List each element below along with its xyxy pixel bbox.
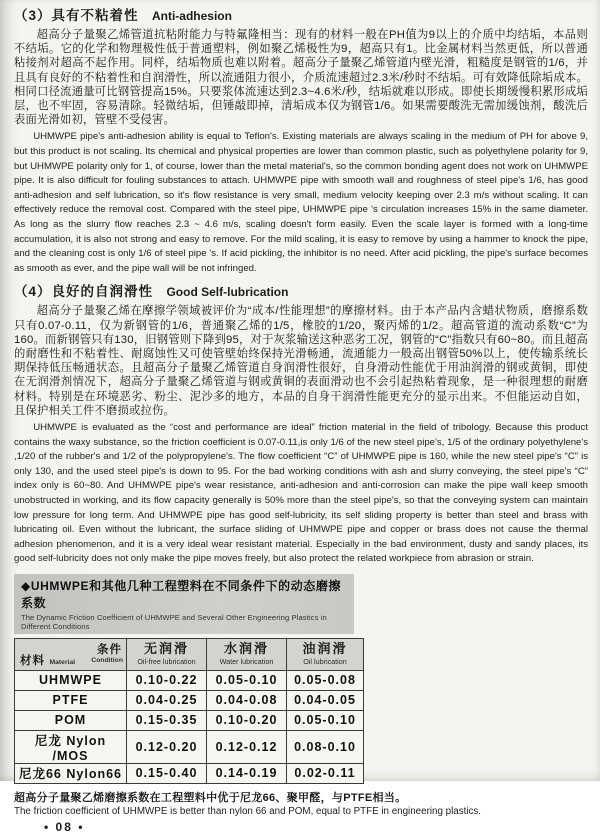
- friction-table: [14, 638, 364, 784]
- friction-table-header-row: [15, 638, 364, 670]
- table-row: [15, 690, 364, 710]
- value-cell: 0.04-0.08: [207, 690, 287, 710]
- section3-body-english: UHMWPE pipe's anti-adhesion ability is equal to Teflon's. Existing materials are always scaling in the medium of PH for above 9, but this product is not scaling. Its chemical and physical properties are lower than common plastic, such as polyethylene polarity for 9, but UHMWPE polarity only for 1, of course, lower than the metal material's, so the common bonding agent does not work on UHMWPE pipe. It is also difficult for fouling substances to attach. UHMWPE pipe with smooth wall and roughness of steel pipe's 1/6, has good anti-adhesion and self lubrication, so it's flow resistance is very small, medium velocity keeping over 2.3 m/s without scaling. It can effectively reduce the removal cost. Compared with the steel pipe, UHMWPE pipe 's circulation increases 15% in the same diameter. As long as the slurry flow reaches 2.3 ~ 4.6 m/s, scaling doesn't form easily. Even the scale layer is formed with a long-time accumulation, it is also not strong and easy to remove. For the mild scaling, it is easy to remove by using a hammer to knock the pipe, and the cleaning cost is only 1/6 of steel pipe 's. If acid pickling, the inhibitor is no need. After acid pickling, the pipe's surface becomes as smooth as ever, and the pipe wall will be not infringed.: [14, 131, 588, 274]
- corner-material-en: Material: [49, 658, 76, 666]
- value-cell: 0.12-0.12: [207, 730, 287, 763]
- table-row: [15, 730, 364, 763]
- section3-heading: [14, 7, 588, 25]
- table-row: [15, 670, 364, 690]
- section4-heading: [14, 283, 588, 301]
- friction-table-title-cn: ◆UHMWPE和其他几种工程塑料在不同条件下的动态磨擦系数: [21, 578, 342, 610]
- value-cell: 0.10-0.20: [207, 710, 287, 730]
- value-cell: 0.10-0.22: [127, 670, 207, 690]
- table-corner-cell: [15, 638, 127, 670]
- section3-heading-cn: （3）具有不粘着性: [14, 8, 139, 23]
- material-cell: 尼龙66 Nylon66: [15, 763, 127, 783]
- corner-material-cn: 材料: [20, 654, 45, 667]
- value-cell: 0.02-0.11: [287, 763, 364, 783]
- value-cell: 0.04-0.25: [127, 690, 207, 710]
- value-cell: 0.15-0.35: [127, 710, 207, 730]
- value-cell: 0.05-0.10: [287, 710, 364, 730]
- column-header-water: 水润滑 Water lubrication: [207, 638, 287, 670]
- table-row: [15, 763, 364, 783]
- table-row: [15, 710, 364, 730]
- section4-body-english: UHMWPE is evaluated as the “cost and performance are ideal” friction material in the field of tribology. Because this product contains the waxy substance, so the friction coefficient is 0.07-0.11,is only 1/6 of the new steel pipe's, 1/5 of the ordinary polyethylene's ,1/20 of the rubber's and 1/2 of the polypropylene's. The flow coefficient “C” of UHMWPE pipe is 160, while the new steel pipe's “C” is only 130, and the used steel pipe's is down to 95. For the bad working conditions with ash and slurry conveying, the steel pipe's “C” index only is 60~80. And UHMWPE pipe's wear resistance, anti-adhesion and anti-corrosion can make the pipe wall keep smooth unobstructed in working, and its flow capacity generally is 50% more than the steel pipe's, so that the conveying system can maintain low pressure for long term. And UHMWPE pipe has good self-lubricity, its self sliding property is better than steel and brass with lubricating oil. Even without the lubricant, the surface sliding of UHMWPE pipe and copper or brass does not cause the thermal adhesion phenomenon, and it is a very ideal wear resistant material. Especially in the bad environment, dusty and sandy places, its good self-lubricity does not only make the pipe moves freely, but also protect the related workpiece from abrasion or strain.: [14, 421, 588, 565]
- table-note-cn: 超高分子量聚乙烯磨擦系数在工程塑料中优于尼龙66、聚甲醛，与PTFE相当。: [14, 791, 407, 804]
- value-cell: 0.14-0.19: [207, 763, 287, 783]
- corner-condition-cn: 条件: [97, 643, 122, 656]
- section3-heading-en: Anti-adhesion: [151, 9, 232, 23]
- section4-body-chinese: 超高分子量聚乙烯在摩擦学领域被评价为“成本/性能理想”的摩擦材料。由于本产品内含蜡状物质，磨擦系数只有0.07-0.11，仅为新钢管的1/6，普通聚乙烯的1/5，橡胶的1/20，聚丙烯的1/2。超高管道的流动系数“C”为160。而新钢管只有130，旧钢管则下降到95，对于灰浆输送这种恶劣工况，钢管的“C”指数只有60~80。而且超高的耐磨性和不粘着性、耐腐蚀性又可使管壁始终保持光滑畅通，流通能力一般高出钢管50%以上，使传输系统长期保持低压畅通状态。且超高分子量聚乙烯管道自身润滑性很好，自身滑动性能优于用油润滑的钢或黄铜，即使在无润滑剂情况下，超高分子量聚乙烯管道与钢或黄铜的表面滑动也不会引起热粘着现象，是一种很理想的耐磨材料。特别是在环境恶劣、粉尘、泥沙多的地方，本品的自身干润滑性能更充分的显示出来。不但能运动自如，且保护相关工件不磨损或拉伤。: [14, 305, 588, 417]
- value-cell: 0.08-0.10: [287, 730, 364, 763]
- friction-table-title-en: The Dynamic Friction Coefficient of UHMWPE and Several Other Engineering Plastics in Different Conditions: [21, 612, 327, 631]
- section3-body-chinese: 超高分子量聚乙烯管道抗粘附能力与特氟隆相当：现有的材料一般在PH值为9以上的介质中均结垢，本品则不结垢。它的化学和物理极性低于普通塑料，例如聚乙烯极性为9，超高只有1。比金属材料当然更低，所以普通粘接剂对超高不起作用。同样，结垢物质也难以附着。超高分子量聚乙烯管道内壁光滑，粗糙度是钢管的1/6，并且具有良好的不粘着性和自润滑性，所以流通阻力很小，介质流速超过2.3米/秒时不结垢。可有效降低除垢成本。相同口径流通量可比钢管提高15%。只要浆体流速达到2.3~4.6米/秒，结垢就难以形成。即使长期缓慢积累形成垢层，也不牢固，容易清除。轻微结垢，但锤敲即掉，清垢成本仅为钢管1/6。如果需要酸洗无需加缓蚀剂，酸洗后表面光滑如初，管壁不受侵害。: [14, 29, 588, 127]
- friction-table-title: [14, 574, 354, 634]
- page-number: • 08 •: [44, 819, 85, 834]
- column-header-oil: 油润滑 Oil lubrication: [287, 638, 364, 670]
- value-cell: 0.04-0.05: [287, 690, 364, 710]
- corner-condition-en: Condition: [91, 656, 123, 664]
- section4-heading-cn: （4）良好的自润滑性: [14, 284, 154, 300]
- material-cell: 尼龙 Nylon /MOS: [15, 730, 127, 763]
- value-cell: 0.15-0.40: [127, 763, 207, 783]
- value-cell: 0.12-0.20: [127, 730, 207, 763]
- table-note-en: The friction coefficient of UHMWPE is better than nylon 66 and POM, equal to PTFE in engineering plastics.: [14, 805, 482, 817]
- value-cell: 0.05-0.10: [207, 670, 287, 690]
- section4-heading-en: Good Self-lubrication: [166, 285, 289, 300]
- material-cell: POM: [15, 710, 127, 730]
- value-cell: 0.05-0.08: [287, 670, 364, 690]
- corner-condition-label: [91, 640, 122, 664]
- material-cell: PTFE: [15, 690, 127, 710]
- corner-material-label: [20, 651, 75, 669]
- material-cell: UHMWPE: [15, 670, 127, 690]
- column-header-oil-free: 无润滑 Oil-free lubrication: [127, 638, 207, 670]
